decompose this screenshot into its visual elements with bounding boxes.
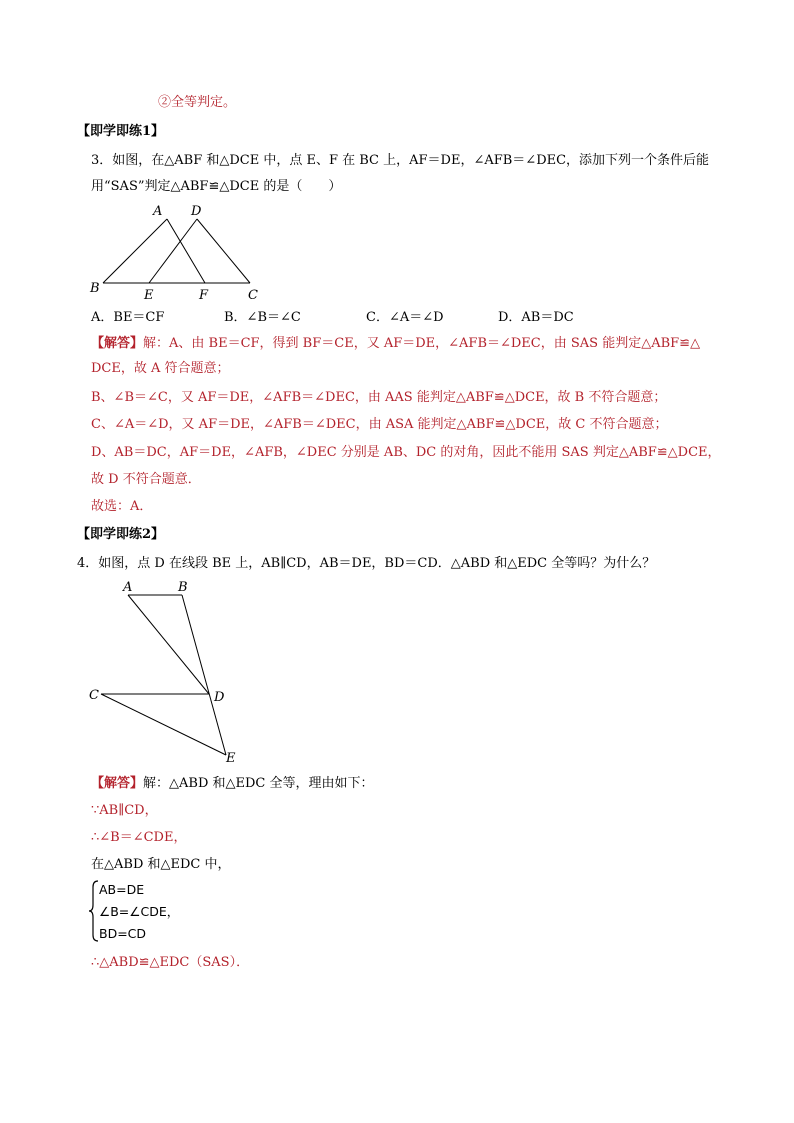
q4-conclusion: ∴△ABD≌△EDC（SAS）． [91, 955, 250, 970]
q3-answer-line7: 故选：A． [91, 499, 153, 514]
label-F: F [199, 288, 209, 303]
section1-heading: 【即学即练1】 [77, 124, 165, 139]
brace-line1: AB=DE [99, 882, 145, 897]
q3-line1: 3．如图，在△ABF 和△DCE 中，点 E、F 在 BC 上，AF＝DE，∠AFB＝∠DEC，添加下列一个条件后能 [91, 153, 710, 168]
label-E: E [144, 288, 154, 303]
label-A: A [153, 204, 163, 219]
option-c: C．∠A＝∠D [366, 310, 444, 325]
q4-line1: 4．如图，点 D 在线段 BE 上，AB∥CD，AB＝DE，BD＝CD．△ABD 和△EDC 全等吗？为什么？ [77, 556, 656, 571]
option-d: D．AB＝DC [498, 310, 574, 325]
segment-CE [101, 694, 226, 755]
q3-answer-line2: DCE，故 A 符合题意； [91, 361, 230, 376]
q4-answer-line1 [91, 775, 374, 793]
segment-AD [128, 595, 209, 694]
label-B: B [90, 281, 100, 296]
option-a: A．BE＝CF [91, 310, 165, 325]
answer-tag: 【解答】 [91, 336, 144, 351]
q3-answer-line6: 故 D 不符合题意． [91, 472, 201, 487]
q4-figure [85, 575, 255, 770]
answer-text: 解：A、由 BE＝CF，得到 BF＝CE，又 AF＝DE，∠AFB＝∠DEC，由 SAS 能判定△ABF≌△ [143, 336, 701, 351]
brace-line2: ∠B=∠CDE， [99, 904, 180, 919]
label-C: C [248, 288, 258, 303]
answer-tag: 【解答】 [91, 776, 144, 791]
label-C: C [89, 688, 99, 703]
q4-step3: 在△ABD 和△EDC 中， [91, 857, 231, 872]
q4-step1: ∵AB∥CD， [91, 803, 158, 818]
q3-answer-line4: C、∠A＝∠D，又 AF＝DE，∠AFB＝∠DEC，由 ASA 能判定△ABF≌△DCE，故 C 不符合题意； [91, 417, 668, 432]
segment-AB [103, 219, 167, 283]
q3-figure [85, 200, 275, 305]
q3-line2: 用“SAS”判定△ABF≌△DCE 的是（ ） [91, 179, 342, 194]
brace-line3: BD=CD [99, 926, 147, 941]
intro-item: ②全等判定。 [158, 95, 237, 110]
answer-text: 解：△ABD 和△EDC 全等，理由如下： [143, 776, 374, 791]
q3-answer-line3: B、∠B＝∠C，又 AF＝DE，∠AFB＝∠DEC，由 AAS 能判定△ABF≌△DCE，故 B 不符合题意； [91, 390, 667, 405]
segment-DC [197, 219, 250, 283]
q4-step2: ∴∠B＝∠CDE， [91, 830, 187, 845]
q3-answer-line5: D、AB＝DC，AF＝DE，∠AFB，∠DEC 分别是 AB、DC 的对角，因此不能用 SAS 判定△ABF≌△DCE， [91, 445, 721, 460]
label-B: B [178, 580, 188, 595]
section2-heading: 【即学即练2】 [77, 527, 165, 542]
segment-BE [182, 595, 226, 755]
label-D: D [191, 204, 202, 219]
label-E: E [226, 751, 236, 766]
label-A: A [123, 580, 133, 595]
option-b: B．∠B＝∠C [224, 310, 301, 325]
q3-answer-line1 [91, 335, 700, 353]
label-D: D [214, 690, 225, 705]
